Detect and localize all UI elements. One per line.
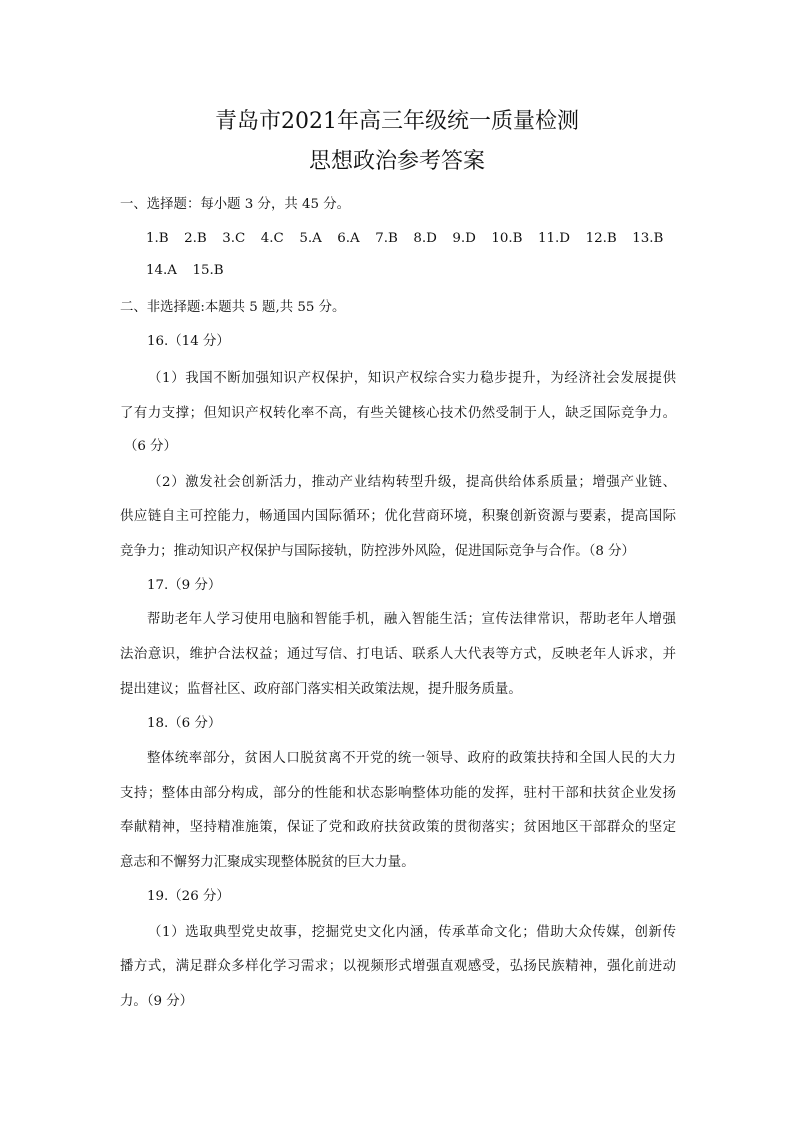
- section2-heading: 二、非选择题:本题共 5 题,共 55 分。: [120, 300, 346, 315]
- page-title: 青岛市2021年高三年级统一质量检测: [215, 109, 579, 134]
- answer-15: 15.B: [192, 263, 224, 278]
- answer-2: 2.B: [184, 231, 207, 246]
- q16-p1-line1: （1）我国不断加强知识产权保护，知识产权综合实力稳步提升，为经济社会发展提供: [148, 371, 676, 386]
- answer-8: 8.D: [413, 231, 437, 246]
- answer-row-1: [146, 230, 679, 248]
- q16-p2-line1: （2）激发社会创新活力，推动产业结构转型升级，提高供给体系质量；增强产业链、: [148, 475, 676, 490]
- section1-heading: 一、选择题：每小题 3 分，共 45 分。: [120, 197, 351, 212]
- answer-14: 14.A: [146, 263, 177, 278]
- q17-line3: 提出建议；监督社区、政府部门落实相关政策法规，提升服务质量。: [120, 682, 522, 697]
- answer-9: 9.D: [452, 231, 476, 246]
- q17-line1: 帮助老年人学习使用电脑和智能手机，融入智能生活；宣传法律常识，帮助老年人增强: [147, 612, 676, 627]
- q16-p2-line2: 供应链自主可控能力，畅通国内国际循环；优化营商环境，积聚创新资源与要素，提高国际: [120, 509, 676, 524]
- q17-label: 17.（9 分）: [147, 578, 222, 593]
- answer-10: 10.B: [491, 231, 523, 246]
- answer-12: 12.B: [585, 231, 617, 246]
- answer-7: 7.B: [375, 231, 398, 246]
- answer-5: 5.A: [299, 231, 322, 246]
- q18-line2: 支持；整体由部分构成，部分的性能和状态影响整体功能的发挥，驻村干部和扶贫企业发扬: [120, 786, 676, 801]
- answer-row-2: [146, 262, 239, 280]
- answer-4: 4.C: [260, 231, 284, 246]
- q16-p1-score: （6 分）: [124, 439, 177, 454]
- q19-line2: 播方式，满足群众多样化学习需求；以视频形式增强直观感受，弘扬民族精神，强化前进动: [120, 959, 676, 974]
- q18-line1: 整体统率部分，贫困人口脱贫离不开党的统一领导、政府的政策扶持和全国人民的大力: [147, 751, 676, 766]
- q19-label: 19.（26 分）: [147, 889, 230, 904]
- q17-line2: 法治意识，维护合法权益；通过写信、打电话、联系人大代表等方式，反映老年人诉求，并: [120, 647, 676, 662]
- q18-line4: 意志和不懈努力汇聚成实现整体脱贫的巨大力量。: [120, 855, 415, 870]
- answer-13: 13.B: [632, 231, 664, 246]
- q16-label: 16.（14 分）: [147, 334, 230, 349]
- q19-line3: 力。（9 分）: [120, 994, 194, 1009]
- answer-3: 3.C: [222, 231, 246, 246]
- page-subtitle: 思想政治参考答案: [308, 149, 485, 174]
- q16-p1-line2: 了有力支撑；但知识产权转化率不高，有些关键核心技术仍然受制于人，缺乏国际竞争力。: [120, 406, 676, 421]
- q19-line1: （1）选取典型党史故事，挖掘党史文化内涵，传承革命文化；借助大众传媒，创新传: [148, 925, 676, 940]
- q18-line3: 奉献精神，坚持精准施策，保证了党和政府扶贫政策的贯彻落实；贫困地区干部群众的坚定: [120, 820, 676, 835]
- answer-1: 1.B: [146, 231, 169, 246]
- answer-6: 6.A: [337, 231, 360, 246]
- q18-label: 18.（6 分）: [147, 716, 222, 731]
- answer-11: 11.D: [538, 231, 571, 246]
- q16-p2-line3: 竞争力；推动知识产权保护与国际接轨，防控涉外风险，促进国际竞争与合作。（8 分）: [120, 544, 635, 559]
